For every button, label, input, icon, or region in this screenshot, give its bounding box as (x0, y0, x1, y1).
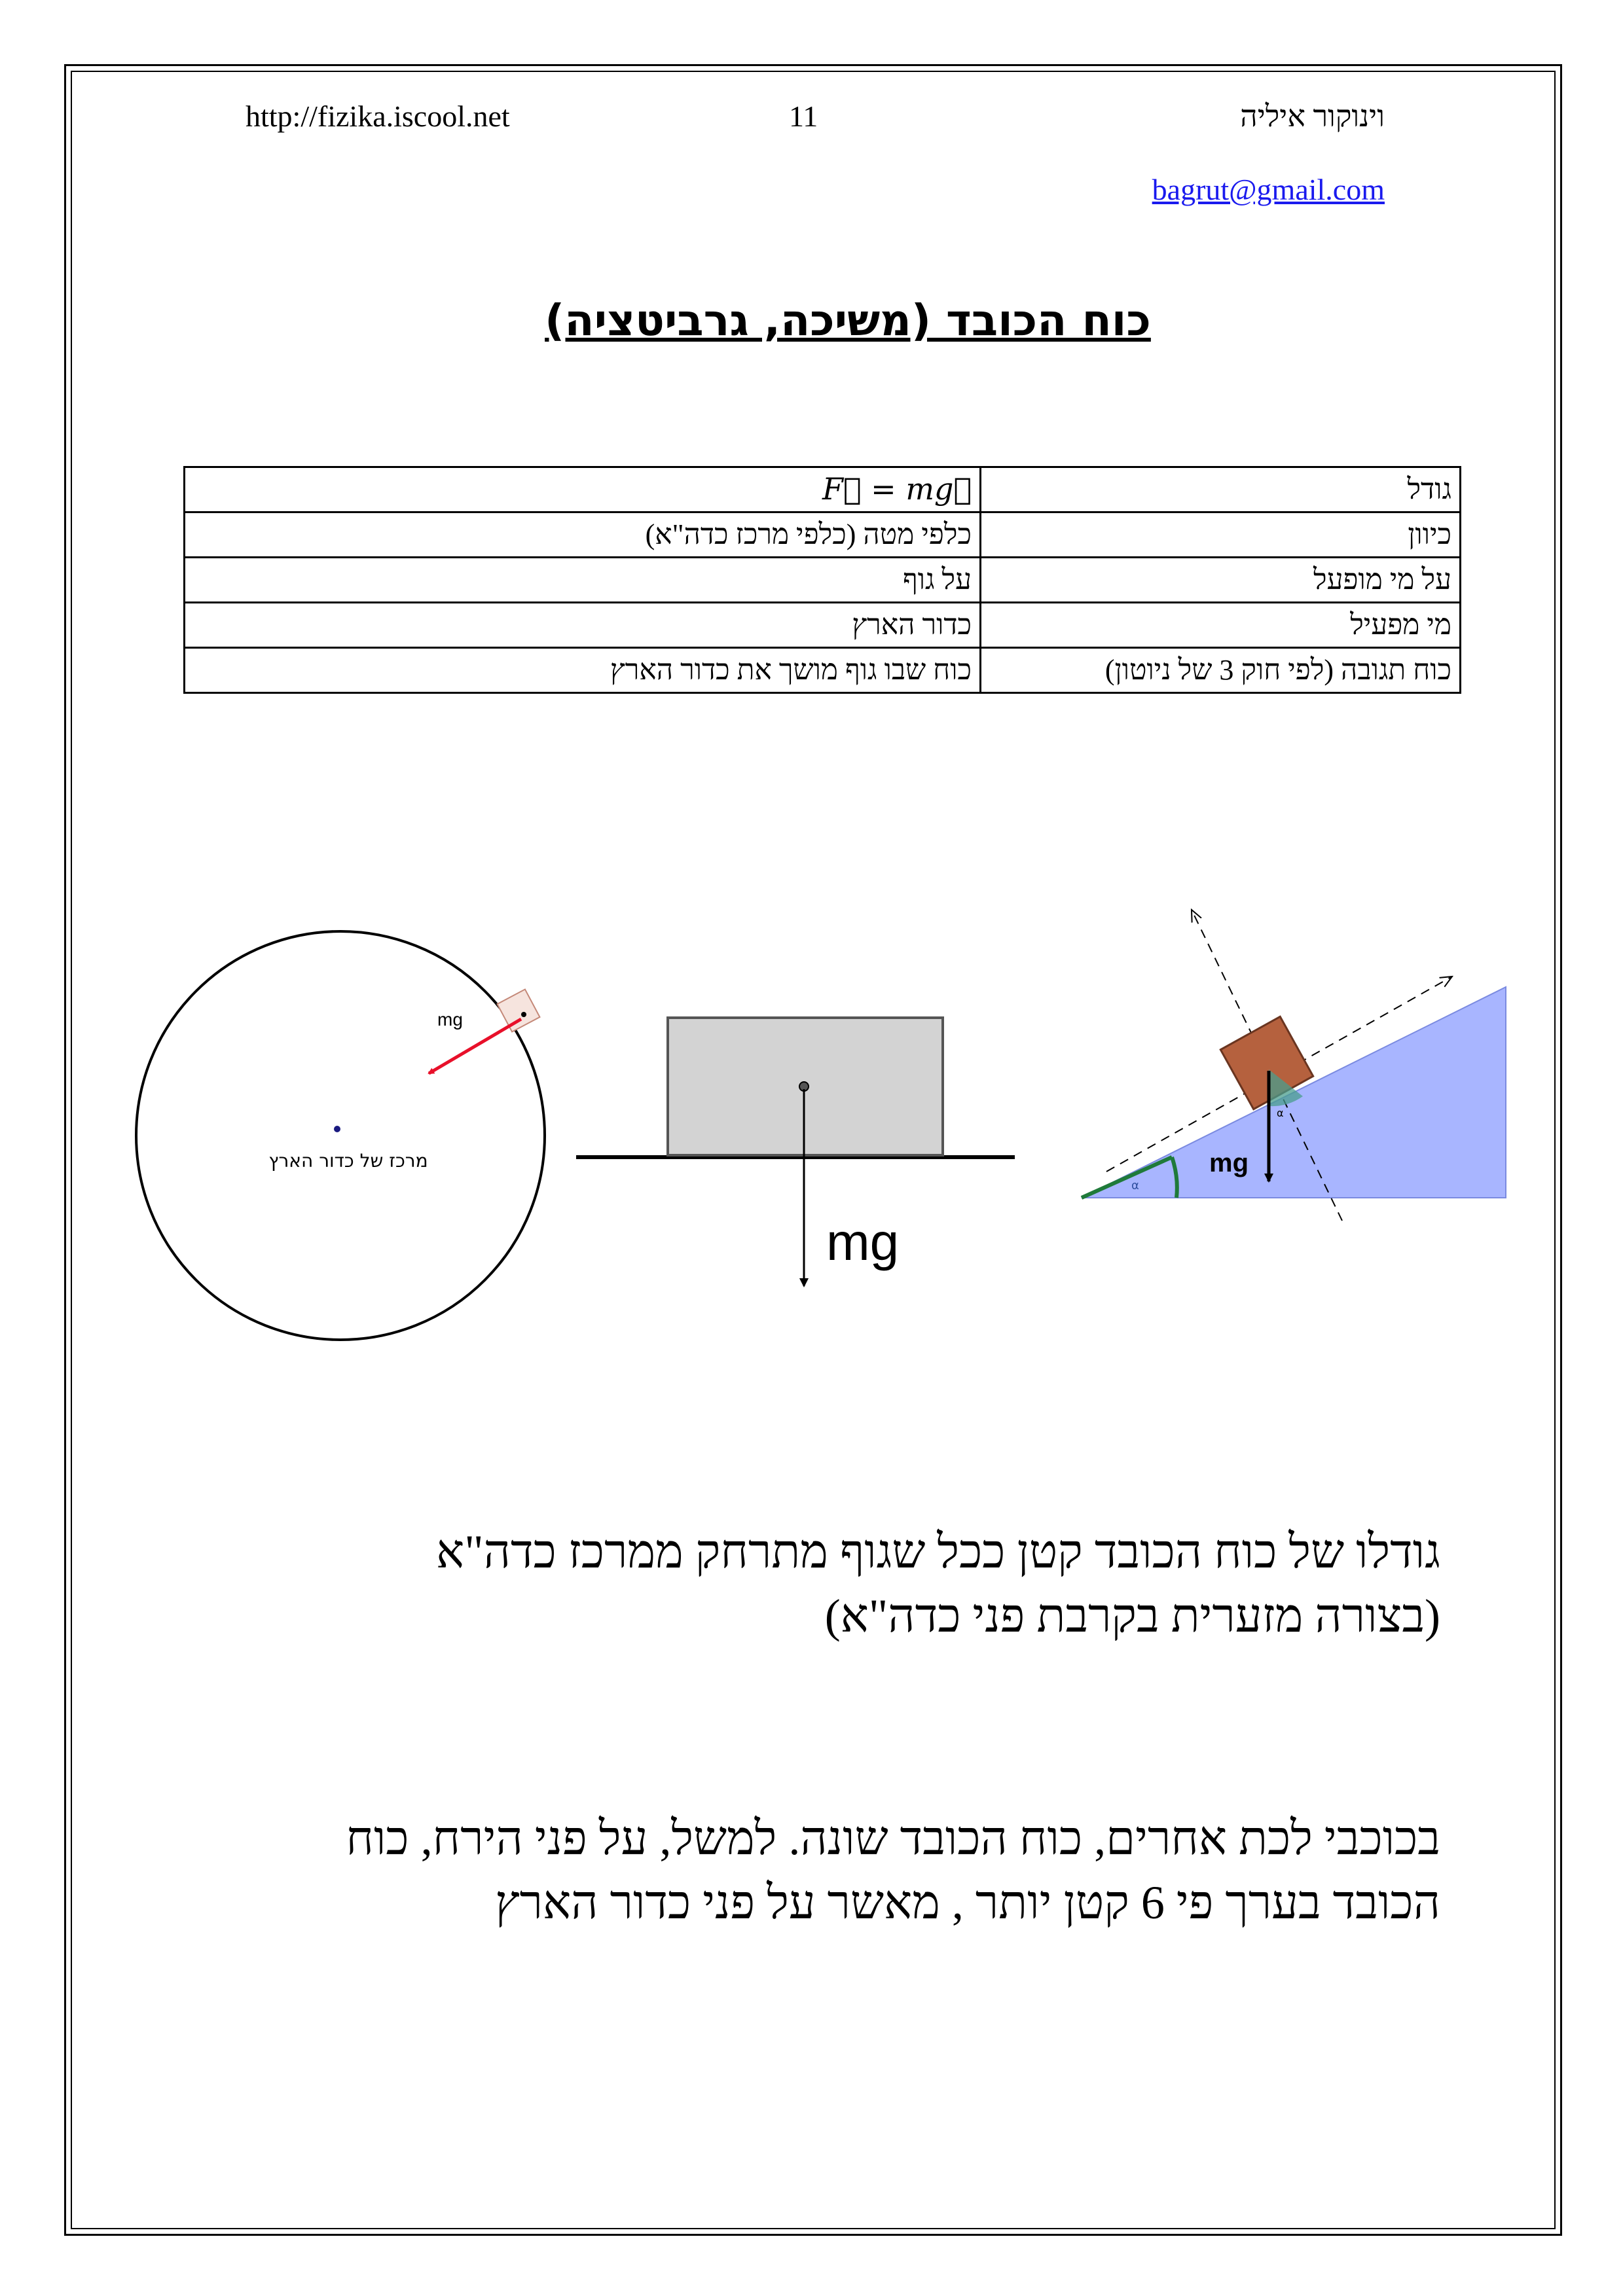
table-cell-label: על מי מופעל (981, 558, 1461, 603)
earth-figure (136, 931, 545, 1340)
block-angle-label: α (1277, 1107, 1284, 1119)
circle-force-label: mg (437, 1009, 463, 1030)
incline-figure (1082, 910, 1506, 1221)
earth-circle (136, 931, 545, 1340)
page-title: כוח הכובד (משיכה, גרביטציה) (545, 295, 1151, 346)
force-formula: F⃗ = mg⃗ (822, 471, 972, 507)
table-cell-value: על גוף (185, 558, 981, 603)
table-cell-label: כיוון (981, 512, 1461, 558)
flat-force-label: mg (826, 1213, 900, 1271)
earth-surface-block (498, 990, 540, 1032)
email-link[interactable]: bagrut@gmail.com (1152, 173, 1385, 206)
block-center-dot (521, 1012, 526, 1017)
table-cell-value: כדור הארץ (185, 603, 981, 648)
paragraph-line: גודלו של כוח הכובד קטן ככל שגוף מתרחק ממרכז כדה"א (436, 1526, 1440, 1578)
paragraph-line: הכובד בערך פי 6 קטן יותר , מאשר על פני כדור הארץ (495, 1876, 1440, 1929)
page-number: 11 (789, 99, 818, 133)
incline-force-label: mg (1209, 1149, 1249, 1177)
table-cell-label: כוח תגובה (לפי חוק 3 של ניוטון) (981, 648, 1461, 693)
header-url[interactable]: http://fizika.iscool.net (246, 99, 510, 133)
table-cell-value: כלפי מטה (כלפי מרכז כדה"א) (185, 512, 981, 558)
header-author: וינוקור איליה (1240, 99, 1385, 133)
table-cell-label: גודל (981, 467, 1461, 512)
paragraph-distance (275, 1520, 1440, 1648)
earth-center-label: מרכז של כדור הארץ (268, 1150, 428, 1172)
flat-ground-figure (576, 1018, 1015, 1286)
paragraph-line: בכוכבי לכת אחרים, כוח הכובד שונה. למשל, על פני הירח, כוח (346, 1812, 1440, 1865)
table-cell-label: מי מפעיל (981, 603, 1461, 648)
earth-center-dot (334, 1126, 340, 1132)
incline-angle-label: α (1131, 1179, 1139, 1193)
paragraph-line: (בצורה מזערית בקרבת פני כדה"א) (824, 1590, 1440, 1642)
table-cell-value: כוח שבו גוף מושך את כדור הארץ (185, 648, 981, 693)
paragraph-planets (275, 1806, 1440, 1935)
